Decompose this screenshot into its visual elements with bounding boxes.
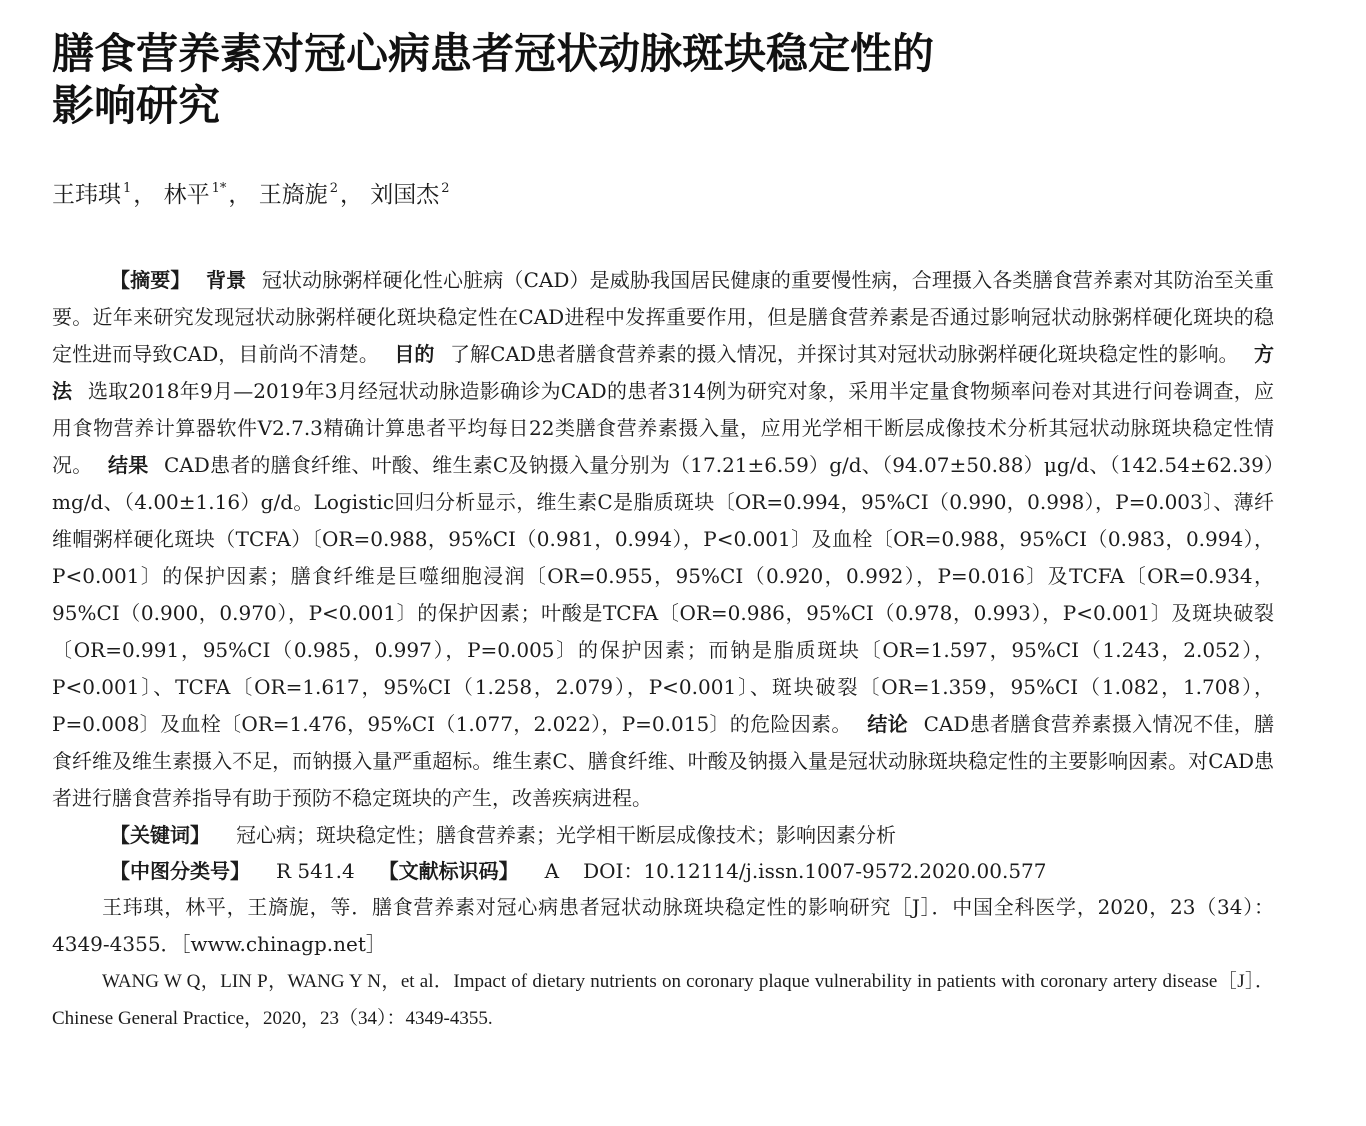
doc-id-label: 【文献标识码】: [378, 859, 519, 883]
results-label: 结果: [108, 453, 149, 477]
classification-label: 【中图分类号】: [110, 859, 250, 883]
author-affiliation: 2: [441, 181, 450, 196]
doc-id-code: A: [544, 859, 560, 883]
keywords-label: 【关键词】: [110, 823, 210, 847]
abstract-label: 【摘要】: [110, 268, 191, 292]
author-affiliation: 1*: [211, 181, 227, 196]
author-name: 王玮琪: [52, 182, 121, 208]
background-label: 背景: [206, 268, 247, 292]
conclusion-text: CAD患者膳食营养素摄入情况不佳，膳食纤维及维生素摄入不足，而钠摄入量严重超标。维生素C、膳食纤维、叶酸及钠摄入量是冠状动脉斑块稳定性的主要影响因素。对CAD患者进行膳食营养指导有助于预防不稳定斑块的产生，改善疾病进程。: [52, 712, 1275, 810]
title-line-2: 影响研究: [52, 81, 221, 130]
conclusion-label: 结论: [867, 712, 908, 736]
author-affiliation: 2: [329, 181, 338, 196]
doi-text: DOI：10.12114/j.issn.1007-9572.2020.00.577: [583, 859, 1047, 883]
citation-english: WANG W Q，LIN P，WANG Y N，et al．Impact of dietary nutrients on coronary plaque vulnerability in patients with coronary artery disease［J］．Chinese General Practice，2020，23（34）：4349-4355.: [52, 971, 1274, 1029]
results-text: CAD患者的膳食纤维、叶酸、维生素C及钠摄入量分别为（17.21±6.59）g/d、（94.07±50.88）μg/d、（142.54±62.39）mg/d、（4.00±1.16）g/d。Logistic回归分析显示，维生素C是脂质斑块〔OR=0.994，95%CI（0.990，0.998），P=0.003〕、薄纤维帽粥样硬化斑块（TCFA）〔OR=0.988，95%CI（0.981，0.994），P<0.001〕及血栓〔OR=0.988，95%CI（0.983，0.994），P<0.001〕的保护因素；膳食纤维是巨噬细胞浸润〔OR=0.955，95%CI（0.920，0.992），P=0.016〕及TCFA〔OR=0.934，95%CI（0.900，0.970），P<0.001〕的保护因素；叶酸是TCFA〔OR=0.986，95%CI（0.978，0.993），P<0.001〕及斑块破裂〔OR=0.991，95%CI（0.985，0.997），P=0.005〕的保护因素；而钠是脂质斑块〔OR=1.597，95%CI（1.243，2.052），P<0.001〕、TCFA〔OR=1.617，95%CI（1.258，2.079），P<0.001〕、斑块破裂〔OR=1.359，95%CI（1.082，1.708），P=0.008〕及血栓〔OR=1.476，95%CI（1.077，2.022），P=0.015〕的危险因素。: [52, 453, 1275, 736]
author-list: 王玮琪 $^1$， 林平 $^{1*}$， 王旖旎 $^2$， 刘国杰 $^2$: [52, 181, 450, 208]
objective-text: 了解CAD患者膳食营养素的摄入情况，并探讨其对冠状动脉粥样硬化斑块稳定性的影响。: [449, 342, 1239, 366]
keywords-text: 冠心病；斑块稳定性；膳食营养素；光学相干断层成像技术；影响因素分析: [236, 823, 896, 847]
author-name: 刘国杰: [370, 182, 440, 208]
objective-label: 目的: [394, 342, 435, 366]
title-line-1: 膳食营养素对冠心病患者冠状动脉斑块稳定性的: [52, 29, 935, 78]
abstract: [52, 262, 1274, 817]
paper-page: [52, 0, 1274, 1126]
citation-chinese: 王玮琪，林平，王旖旎，等．膳食营养素对冠心病患者冠状动脉斑块稳定性的影响研究［J］．中国全科医学，2020，23（34）：4349-4355．［www.chinagp.net］: [52, 895, 1274, 956]
abstract-paragraph: [52, 262, 1274, 817]
author-name: 林平: [163, 182, 210, 208]
methods-label: 方法: [52, 342, 1275, 403]
classification-code: R 541.4: [276, 859, 355, 883]
background-text: 冠状动脉粥样硬化性心脏病（CAD）是威胁我国居民健康的重要慢性病，合理摄入各类膳食营养素对其防治至关重要。近年来研究发现冠状动脉粥样硬化斑块稳定性在CAD进程中发挥重要作用，但是膳食营养素是否通过影响冠状动脉粥样硬化斑块的稳定性进而导致CAD，目前尚不清楚。: [52, 268, 1275, 366]
author-affiliation: 1: [123, 181, 132, 196]
paper-title: [52, 0, 1274, 132]
classification-line: [110, 853, 1274, 889]
author-name: 王旖旎: [258, 182, 328, 208]
keywords-line: [110, 817, 1274, 853]
methods-text: 选取2018年9月—2019年3月经冠状动脉造影确诊为CAD的患者314例为研究对象，采用半定量食物频率问卷对其进行问卷调查，应用食物营养计算器软件V2.7.3精确计算患者平均每日22类膳食营养素摄入量，应用光学相干断层成像技术分析其冠状动脉斑块稳定性情况。: [52, 379, 1275, 477]
